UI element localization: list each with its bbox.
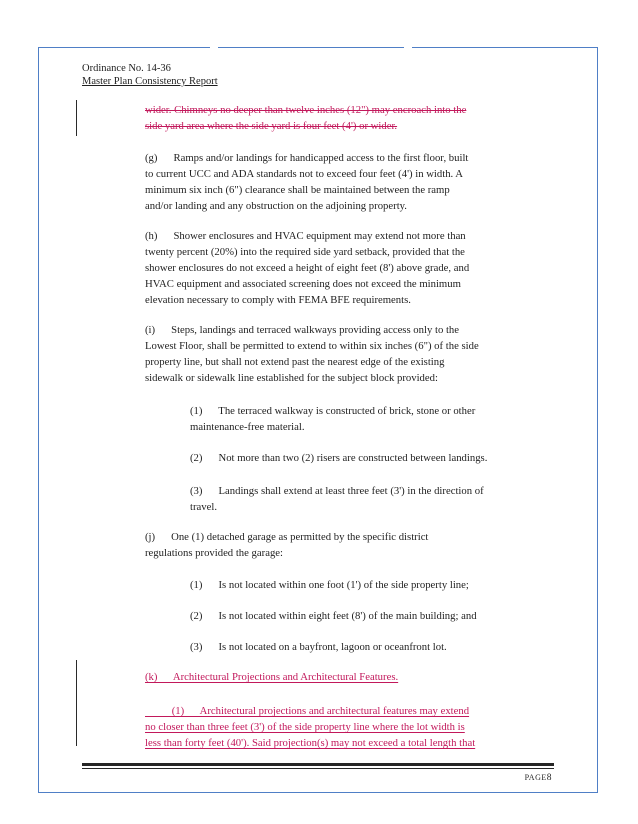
subitem-j-1: (1) Is not located within one foot (1') of the side property line; <box>190 579 469 591</box>
paragraph-h-line: shower enclosures do not exceed a height of eight feet (8') above grade, and <box>145 262 470 274</box>
footer-rule <box>82 763 554 766</box>
paragraph-g-line: (g) Ramps and/or landings for handicapped access to the first floor, built <box>145 152 469 164</box>
paragraph-g-line: to current UCC and ADA standards not to exceed four feet (4') in width. A <box>145 168 464 180</box>
frame-gap <box>210 45 218 50</box>
paragraph-h-line: HVAC equipment and associated screening does not exceed the minimum <box>145 278 461 290</box>
subitem-i-3: travel. <box>190 501 218 513</box>
subitem-i-2: (2) Not more than two (2) risers are constructed between landings. <box>190 452 488 464</box>
page-number-value: 8 <box>546 773 552 783</box>
paragraph-h-line: elevation necessary to comply with FEMA BFE requirements. <box>145 294 411 306</box>
ordinance-number: Ordinance No. 14-36 <box>82 63 171 74</box>
paragraph-i-line: sidewalk or sidewalk line established for the subject block provided: <box>145 372 438 384</box>
paragraph-h-line: twenty percent (20%) into the required side yard setback, provided that the <box>145 246 465 258</box>
added-text-line: less than forty feet (40'). Said projection(s) may not exceed a total length that <box>145 737 476 749</box>
paragraph-j-line: regulations provided the garage: <box>145 547 283 559</box>
subitem-i-1: maintenance-free material. <box>190 421 305 433</box>
added-text-line: no closer than three feet (3') of the side property line where the lot width is <box>145 721 465 733</box>
revision-change-bar <box>76 660 77 746</box>
paragraph-g-line: and/or landing and any obstruction on the adjoining property. <box>145 200 407 212</box>
paragraph-i-line: (i) Steps, landings and terraced walkways providing access only to the <box>145 324 460 336</box>
paragraph-i-line: Lowest Floor, shall be permitted to extend to within six inches (6") of the side <box>145 340 479 352</box>
frame-gap <box>404 45 412 50</box>
document-header <box>82 62 218 88</box>
added-text-line: (1) Architectural projections and architectural features may extend <box>145 705 470 717</box>
subitem-i-3: (3) Landings shall extend at least three feet (3') in the direction of <box>190 485 484 497</box>
page-label: PAGE <box>524 773 547 782</box>
footer-rule-thin <box>82 768 554 769</box>
deleted-text-line: wider. Chimneys no deeper than twelve inches (12") may encroach into the <box>145 104 467 116</box>
subitem-j-3: (3) Is not located on a bayfront, lagoon or oceanfront lot. <box>190 641 447 653</box>
revision-change-bar <box>76 100 77 136</box>
paragraph-g-line: minimum six inch (6") clearance shall be maintained between the ramp <box>145 184 450 196</box>
page-number <box>525 773 552 783</box>
added-heading-k: (k) Architectural Projections and Architectural Features. <box>145 671 399 683</box>
report-title: Master Plan Consistency Report <box>82 76 218 87</box>
subitem-i-1: (1) The terraced walkway is constructed of brick, stone or other <box>190 405 476 417</box>
subitem-j-2: (2) Is not located within eight feet (8') of the main building; and <box>190 610 477 622</box>
paragraph-i-line: property line, but shall not extend past the nearest edge of the existing <box>145 356 445 368</box>
paragraph-h-line: (h) Shower enclosures and HVAC equipment may extend not more than <box>145 230 466 242</box>
paragraph-j-line: (j) One (1) detached garage as permitted by the specific district <box>145 531 429 543</box>
deleted-text-line: side yard area where the side yard is four feet (4') or wider. <box>145 120 398 132</box>
